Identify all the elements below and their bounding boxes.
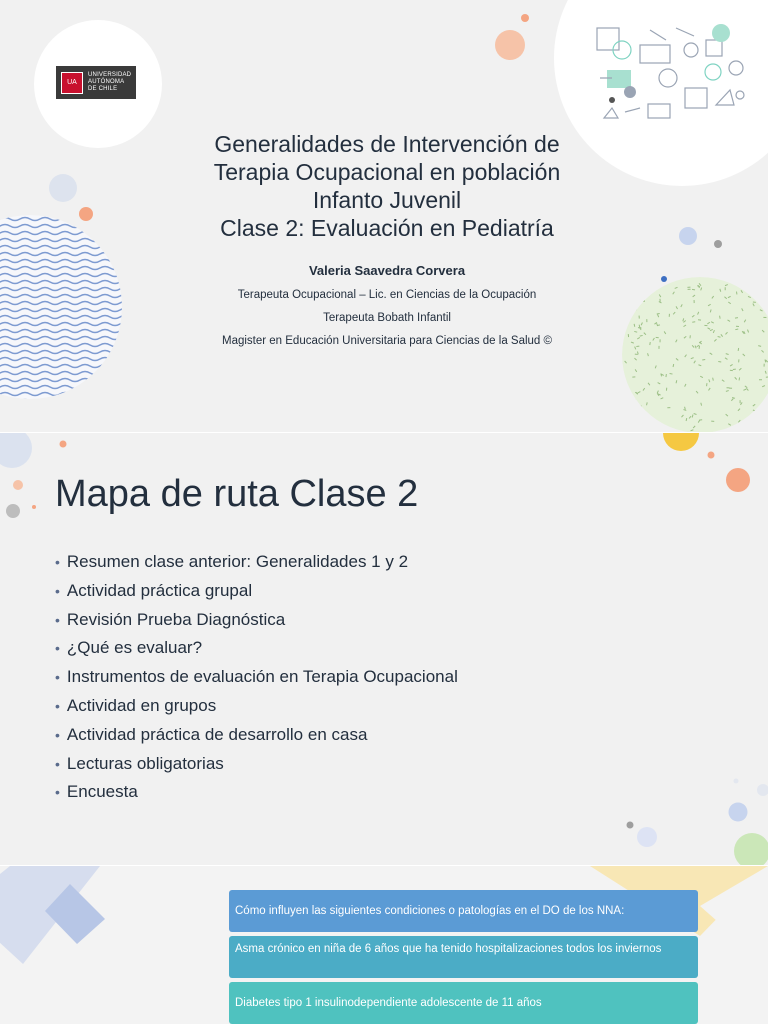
dot-light [757,784,768,796]
roadmap-title: Mapa de ruta Clase 2 [55,473,419,515]
case-card-diabetes [229,982,698,1024]
list-item: • Actividad práctica grupal [55,577,458,606]
case-card-asthma [229,936,698,978]
dot-grey [714,240,722,248]
dot-lightblue-corner [0,433,32,468]
author-role-1: Terapeuta Ocupacional – Lic. en Ciencias de la Ocupación [237,289,537,301]
list-item: • Revisión Prueba Diagnóstica [55,606,458,635]
dot-darkblue [661,276,667,282]
logo-emblem: UA [61,72,83,94]
title-line-4: Clase 2: Evaluación en Pediatría [220,215,554,241]
list-item: • Encuesta [55,778,458,807]
list-item: • Resumen clase anterior: Generalidades 1 y 2 [55,548,458,577]
dot-orange-small [60,441,67,448]
dot-grey-small [627,822,634,829]
dot-peach [13,480,23,490]
dot-peach [495,30,525,60]
list-item: • Instrumentos de evaluación en Terapia Ocupacional [55,663,458,692]
list-item: • Actividad práctica de desarrollo en casa [55,721,458,750]
dot-orange-large [726,468,750,492]
roadmap-list [55,548,458,807]
university-logo [56,66,136,99]
logo-text-line-3: DE CHILE [88,86,118,92]
dot-grey [6,504,20,518]
wave-pattern-circle [0,211,140,403]
half-circle-yellow [663,433,699,451]
prompt-card [229,890,698,932]
prompt-text: Cómo influyen las siguientes condiciones o patologías en el DO de los NNA: [235,904,625,917]
dot-lightblue [49,174,77,202]
slide-activity [0,866,768,1024]
author-role-2: Terapeuta Bobath Infantil [323,312,451,324]
dot-green [734,833,768,865]
case-text-asthma: Asma crónico en niña de 6 años que ha tenido hospitalizaciones todos los inviernos [235,943,662,955]
dot-blue [679,227,697,245]
logo-wordmark [88,72,131,93]
list-item: • Actividad en grupos [55,692,458,721]
speckle-pattern-circle [618,275,768,432]
title-line-1: Generalidades de Intervención de [214,131,560,157]
list-item: • ¿Qué es evaluar? [55,634,458,663]
logo-text-line-1: UNIVERSIDAD [88,72,132,78]
title-line-3: Infanto Juvenil [312,187,462,213]
dot-tiny [734,779,739,784]
list-item: • Lecturas obligatorias [55,750,458,779]
slide-roadmap [0,433,768,865]
dot-orange [79,207,93,221]
dot-orange-small [521,14,529,22]
slide-title [0,0,768,432]
author-role-3: Magister en Educación Universitaria para Ciencias de la Salud © [221,335,552,347]
dot-orange-tiny [32,505,36,509]
title-line-2: Terapia Ocupacional en población [213,159,561,185]
presentation-title [150,130,624,242]
case-text-diabetes: Diabetes tipo 1 insulinodependiente adolescente de 11 años [235,996,542,1009]
geometry-icons-cluster [597,24,744,118]
dot-lavender [637,827,657,847]
author-name: Valeria Saavedra Corvera [308,263,466,278]
logo-text-line-2: AUTÓNOMA [88,79,125,85]
dot-orange-right [708,452,715,459]
dot-blue [729,803,748,822]
